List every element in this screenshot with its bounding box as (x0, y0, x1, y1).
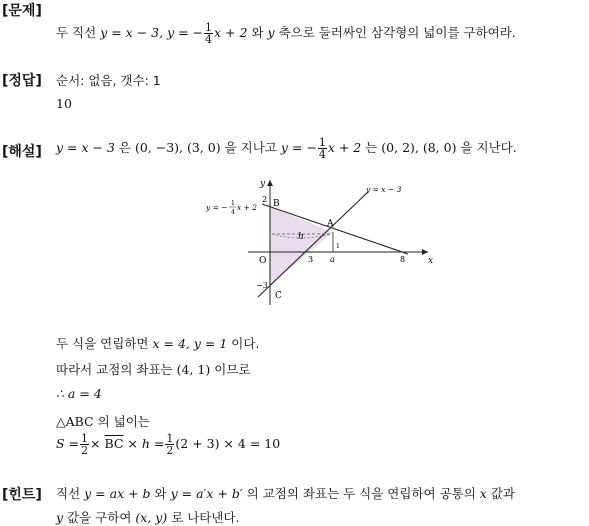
solution-s5-frac2-den: 2 (166, 444, 174, 457)
problem-statement (56, 22, 516, 45)
problem-fraction (204, 22, 213, 45)
problem-fraction-num: 1 (205, 21, 213, 34)
solution-text-1: 은 (118, 140, 131, 155)
tick-x-8: 8 (400, 255, 406, 264)
point-b-label: B (273, 199, 280, 209)
solution-tag: [해설] (2, 144, 42, 160)
problem-fraction-den: 4 (205, 33, 213, 46)
solution-line-5 (56, 412, 150, 430)
point-c-label: C (275, 291, 282, 301)
solution-text-2: 을 지나고 (224, 140, 277, 155)
solution-s5-frac2-num: 1 (166, 432, 174, 445)
hint-x-var: x (479, 486, 487, 501)
hint-t1: 직선 (56, 486, 81, 501)
solution-s2a: 따라서 교점의 좌표는 (56, 362, 173, 377)
hint-t5: 값을 구하여 (67, 510, 132, 525)
y-axis-label: y (260, 179, 266, 189)
problem-eq-2b: x + 2 (214, 25, 248, 40)
problem-text-2: 와 (251, 25, 264, 40)
point-a-label: A (327, 219, 334, 229)
tick-x-3: 3 (308, 255, 314, 264)
solution-s1a: 두 식을 연립하면 (56, 336, 149, 351)
problem-y-var: y (267, 25, 275, 40)
solution-points-2: (0, 2), (8, 0) (381, 140, 457, 155)
answer-tag: [정답] (2, 73, 42, 89)
line2-label-den: 4 (231, 209, 235, 216)
solution-line-4: ∴ a = 4 (56, 386, 102, 401)
solution-s5-bc: $\overline{BC}$ (104, 436, 124, 451)
solution-points-1: (0, −3), (3, 0) (134, 140, 221, 155)
solution-s4a: △ABC (56, 414, 94, 429)
solution-s4b: 의 넓이는 (97, 414, 150, 429)
solution-line-1 (56, 137, 517, 160)
tick-y-minus-3: −3 (256, 281, 268, 290)
hint-e1: y = ax + b (84, 486, 151, 501)
line2-label-num: 1 (231, 200, 235, 207)
solution-eq-2b: x + 2 (327, 140, 362, 155)
solution-line-2 (56, 334, 259, 352)
solution-eq-1: y = x − 3 (56, 140, 115, 155)
problem-text-1: 두 직선 (56, 25, 97, 40)
hint-t4: 값과 (490, 486, 515, 501)
line2-label-b: x + 2 (237, 203, 258, 212)
answer-meta: 순서: 없음, 갯수: 1 (56, 73, 161, 88)
hint-line-1 (56, 484, 515, 502)
hint-line-2 (56, 508, 240, 526)
hint-e2: y = a′x + b′ (170, 486, 243, 501)
answer-value: 10 (56, 96, 72, 111)
tick-y-2: 2 (262, 195, 268, 204)
problem-eq-1: y = x − 3, (100, 25, 164, 40)
problem-text-3: 축으로 둘러싸인 삼각형의 넓이를 구하여라. (278, 25, 516, 40)
solution-fraction (318, 137, 327, 160)
problem-eq-2a: y = − (167, 25, 204, 40)
solution-graph (200, 172, 440, 312)
hint-t6: 로 나타낸다. (171, 510, 240, 525)
y-axis-arrow (267, 180, 273, 186)
hint-pair: (x, y) (135, 510, 168, 525)
solution-s5d: (2 + 3) × 4 = 10 (175, 436, 281, 451)
hint-t2: 와 (154, 486, 167, 501)
solution-text-3: 는 (365, 140, 378, 155)
line2-label-a: y = − (206, 203, 228, 212)
solution-s5-frac1-num: 1 (81, 432, 89, 445)
solution-s2b: (4, 1) (176, 362, 211, 377)
hint-t3: 의 교점의 좌표는 두 식을 연립하여 공통의 (246, 486, 476, 501)
line1-label: y = x − 3 (366, 185, 402, 194)
solution-s5b: × (90, 436, 101, 451)
tick-a: a (330, 255, 335, 264)
solution-eq-2a: y = − (280, 140, 317, 155)
solution-s5a: S = (56, 436, 80, 451)
problem-tag: [문제] (2, 3, 42, 19)
solution-s5-frac2 (165, 433, 174, 456)
height-label: h (298, 232, 304, 242)
hint-tag: [힌트] (2, 487, 42, 503)
solution-s2c: 이므로 (214, 362, 251, 377)
solution-s1b: x = 4, y = 1 (152, 336, 228, 351)
solution-line-6 (56, 433, 280, 456)
solution-fraction-num: 1 (318, 136, 326, 149)
solution-s5-frac1 (80, 433, 89, 456)
tick-1: 1 (336, 243, 340, 250)
solution-s1c: 이다. (231, 336, 260, 351)
solution-s5-frac1-den: 2 (81, 444, 89, 457)
solution-fraction-den: 4 (318, 148, 326, 161)
hint-y-var: y (56, 510, 64, 525)
solution-line-3 (56, 360, 250, 378)
solution-text-4: 을 지난다. (460, 140, 517, 155)
origin-label: O (259, 256, 267, 266)
solution-s5c: × h = (127, 436, 165, 451)
x-axis-label: x (428, 256, 434, 266)
triangle-abc-shade (270, 207, 333, 285)
x-axis-arrow (422, 249, 428, 255)
